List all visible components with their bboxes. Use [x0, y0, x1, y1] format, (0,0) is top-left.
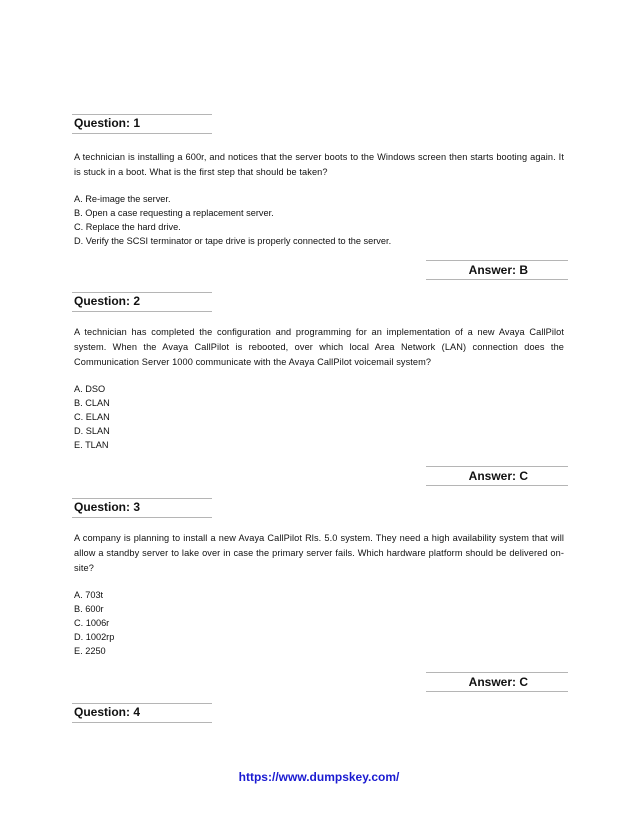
option-item: C. ELAN [74, 412, 110, 422]
question-title: Question: 1 [74, 116, 141, 130]
answer-box [426, 260, 568, 280]
answer-label: Answer: C [468, 469, 528, 483]
question-header [72, 498, 212, 518]
answer-label: Answer: C [468, 675, 528, 689]
answer-label: Answer: B [468, 263, 528, 277]
option-list [74, 588, 114, 658]
question-title: Question: 2 [74, 294, 141, 308]
question-text: A technician is installing a 600r, and notices that the server boots to the Windows screen then starts booting again. It is stuck in a boot. What is the first step that should be taken? [74, 152, 564, 177]
question-title: Question: 4 [74, 705, 141, 719]
option-item: D. Verify the SCSI terminator or tape drive is properly connected to the server. [74, 236, 392, 246]
option-item: B. Open a case requesting a replacement server. [74, 208, 274, 218]
option-list [74, 382, 110, 452]
question-header [72, 292, 212, 312]
option-item: C. Replace the hard drive. [74, 222, 181, 232]
question-text: A technician has completed the configuration and programming for an implementation of a new Avaya CallPilot system. When the Avaya CallPilot is rebooted, over which local Area Network (LAN) connection does the Communication Server 1000 communicate with the Avaya CallPilot voicemail system? [74, 327, 564, 367]
question-title: Question: 3 [74, 500, 141, 514]
option-item: D. 1002rp [74, 632, 115, 642]
answer-box [426, 672, 568, 692]
option-item: E. 2250 [74, 646, 106, 656]
option-item: A. 703t [74, 590, 104, 600]
option-item: A. DSO [74, 384, 106, 394]
option-item: C. 1006r [74, 618, 110, 628]
option-item: A. Re-image the server. [74, 194, 171, 204]
question-text: A company is planning to install a new Avaya CallPilot Rls. 5.0 system. They need a high availability system that will allow a standby server to lake over in case the primary server fails. Which hardware platform should be delivered on-site? [74, 533, 564, 573]
option-item: E. TLAN [74, 440, 109, 450]
option-item: B. 600r [74, 604, 104, 614]
answer-box [426, 466, 568, 486]
option-item: D. SLAN [74, 426, 110, 436]
question-header [72, 114, 212, 134]
question-header [72, 703, 212, 723]
footer-link[interactable]: https://www.dumpskey.com/ [238, 770, 400, 784]
option-item: B. CLAN [74, 398, 110, 408]
option-list [74, 192, 391, 248]
